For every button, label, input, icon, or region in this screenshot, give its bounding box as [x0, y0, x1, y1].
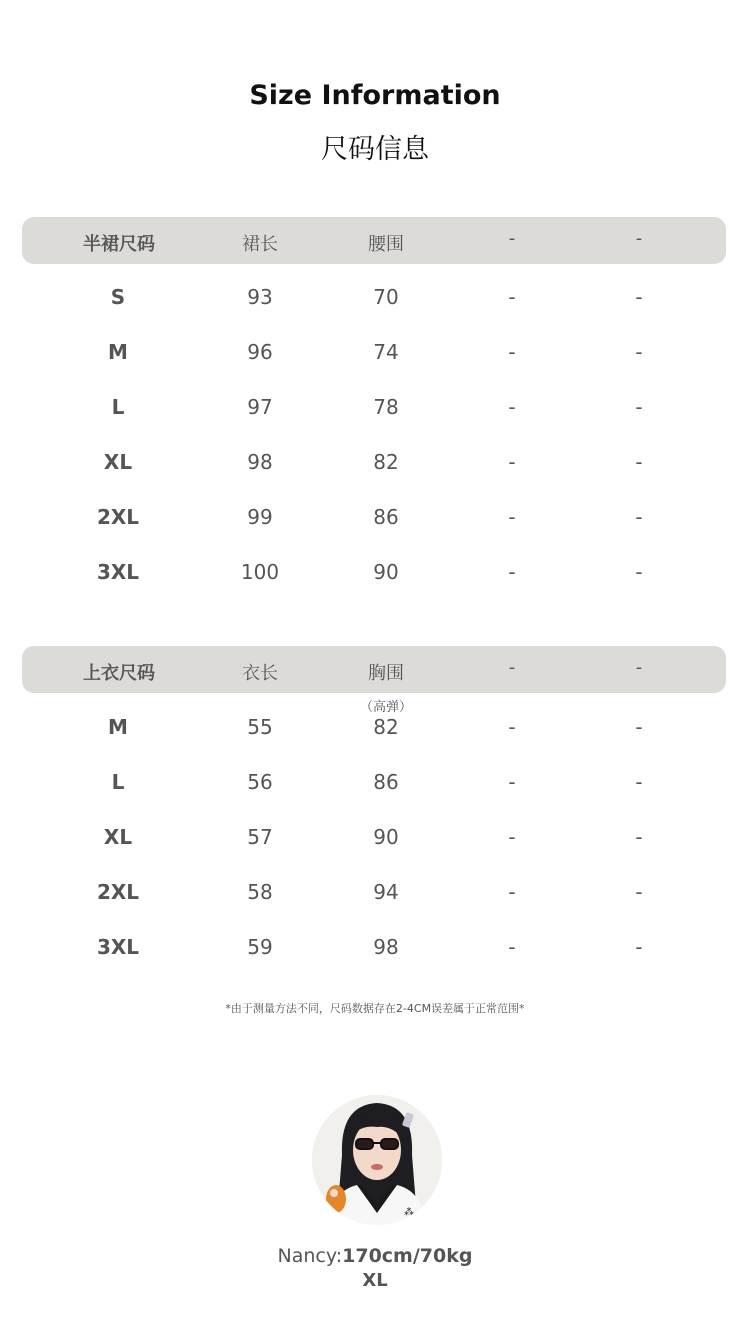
model-measurements: 170cm/70kg: [342, 1245, 473, 1267]
model-info: [0, 1245, 750, 1267]
size-cell: M: [108, 715, 128, 739]
empty-cell: -: [508, 340, 516, 364]
skirt-header-col5: -: [635, 228, 643, 249]
size-cell: S: [110, 285, 126, 309]
length-cell: 59: [247, 935, 273, 959]
empty-cell: -: [508, 935, 516, 959]
waist-cell: 86: [373, 505, 399, 529]
skirt-header-size: 半裙尺码: [83, 234, 155, 255]
empty-cell: -: [635, 395, 643, 419]
empty-cell: -: [635, 340, 643, 364]
top-header-size: 上衣尺码: [83, 663, 155, 684]
empty-cell: -: [635, 715, 643, 739]
avatar: [312, 1095, 442, 1225]
empty-cell: -: [635, 880, 643, 904]
top-header-chest: 胸围: [368, 663, 404, 684]
chest-cell: 98: [373, 935, 399, 959]
model-size: XL: [362, 1270, 388, 1291]
length-cell: 55: [247, 715, 273, 739]
empty-cell: -: [635, 285, 643, 309]
empty-cell: -: [508, 395, 516, 419]
empty-cell: -: [635, 935, 643, 959]
chest-cell: 94: [373, 880, 399, 904]
waist-cell: 70: [373, 285, 399, 309]
length-cell: 57: [247, 825, 273, 849]
length-cell: 99: [247, 505, 273, 529]
waist-cell: 90: [373, 560, 399, 584]
size-cell: M: [108, 340, 128, 364]
empty-cell: -: [508, 715, 516, 739]
empty-cell: -: [508, 285, 516, 309]
length-cell: 96: [247, 340, 273, 364]
measurement-footnote: *由于测量方法不同，尺码数据存在2-4CM误差属于正常范围*: [225, 1002, 525, 1015]
size-cell: 3XL: [96, 935, 140, 959]
length-cell: 100: [240, 560, 280, 584]
size-cell: 2XL: [96, 505, 140, 529]
empty-cell: -: [635, 450, 643, 474]
chest-cell: 82: [373, 715, 399, 739]
empty-cell: -: [635, 825, 643, 849]
length-cell: 97: [247, 395, 273, 419]
empty-cell: -: [635, 505, 643, 529]
size-cell: 2XL: [96, 880, 140, 904]
top-header-length: 衣长: [242, 663, 278, 684]
page-title: Size Information: [249, 80, 501, 111]
size-cell: XL: [103, 450, 133, 474]
empty-cell: -: [508, 560, 516, 584]
waist-cell: 82: [373, 450, 399, 474]
model-name: Nancy:: [277, 1245, 343, 1267]
page-subtitle: 尺码信息: [321, 134, 429, 165]
skirt-header-waist: 腰围: [368, 234, 404, 255]
size-cell: XL: [103, 825, 133, 849]
length-cell: 98: [247, 450, 273, 474]
skirt-header-col4: -: [508, 228, 516, 249]
empty-cell: -: [635, 560, 643, 584]
empty-cell: -: [508, 770, 516, 794]
size-cell: 3XL: [96, 560, 140, 584]
length-cell: 56: [247, 770, 273, 794]
size-cell: L: [111, 770, 125, 794]
size-cell: L: [111, 395, 125, 419]
waist-cell: 74: [373, 340, 399, 364]
empty-cell: -: [508, 880, 516, 904]
skirt-header-length: 裙长: [242, 234, 278, 255]
empty-cell: -: [508, 505, 516, 529]
empty-cell: -: [635, 770, 643, 794]
empty-cell: -: [508, 450, 516, 474]
length-cell: 58: [247, 880, 273, 904]
chest-cell: 86: [373, 770, 399, 794]
waist-cell: 78: [373, 395, 399, 419]
top-header-col5: -: [635, 657, 643, 678]
chest-cell: 90: [373, 825, 399, 849]
chest-note: （高弹）: [359, 700, 412, 715]
svg-text:⁂: ⁂: [404, 1207, 414, 1218]
length-cell: 93: [247, 285, 273, 309]
model-photo: [312, 1095, 442, 1225]
top-header-col4: -: [508, 657, 516, 678]
empty-cell: -: [508, 825, 516, 849]
